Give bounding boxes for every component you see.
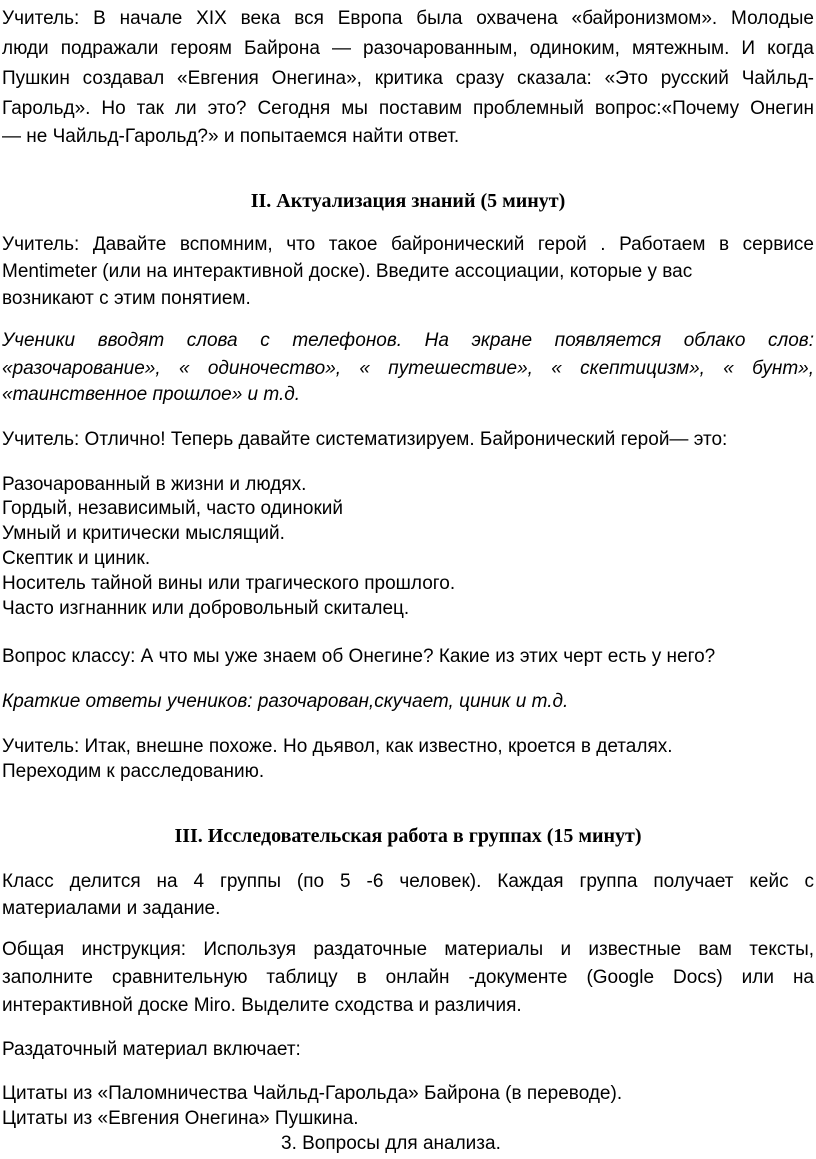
material-item: Цитаты из «Евгения Онегина» Пушкина. (2, 1108, 359, 1129)
section-heading: II. Актуализация знаний (5 минут) (250, 190, 566, 212)
students-line: «таинственное прошлое» и т.д. (2, 384, 301, 405)
material-item: 3. Вопросы для анализа. (281, 1133, 501, 1154)
trait-item: Скептик и циник. (2, 548, 151, 569)
student-answers: Краткие ответы учеников: разочарован,скучает, циник и т.д. (2, 691, 569, 712)
intro-line: — не Чайльд-Гарольд?» и попытаемся найти ответ. (2, 126, 460, 147)
trait-item: Часто изгнанник или добровольный скиталец. (2, 598, 410, 619)
intro-line: Гарольд». Но так ли это? Сегодня мы поставим проблемный вопрос:«Почему Онегин (2, 98, 814, 119)
materials-intro: Раздаточный материал включает: (2, 1039, 301, 1060)
trait-item: Умный и критически мыслящий. (2, 523, 285, 544)
intro-line: люди подражали героям Байрона — разочарованным, одиноким, мятежным. И когда (2, 38, 814, 59)
students-line: Ученики вводят слова с телефонов. На экране появляется облако слов: (2, 330, 814, 351)
instruction-line: интерактивной доске Miro. Выделите сходства и различия. (2, 995, 522, 1016)
instruction-line: Общая инструкция: Используя раздаточные материалы и известные вам тексты, (2, 939, 814, 960)
teacher-line: Учитель: Давайте вспомним, что такое байронический герой . Работаем в сервисе (2, 234, 814, 255)
teacher-line: возникают с этим понятием. (2, 288, 251, 309)
students-line: «разочарование», « одиночество», « путешествие», « скептицизм», « бунт», (2, 358, 814, 379)
teacher-line: Учитель: Итак, внешне похоже. Но дьявол, как известно, кроется в деталях. (2, 736, 673, 757)
trait-item: Разочарованный в жизни и людях. (2, 474, 307, 495)
intro-line: Учитель: В начале XIX века вся Европа была охвачена «байронизмом». Молодые (2, 8, 814, 29)
groups-line: Класс делится на 4 группы (по 5 -6 человек). Каждая группа получает кейс с (2, 871, 814, 892)
material-item: Цитаты из «Паломничества Чайльд-Гарольда» Байрона (в переводе). (2, 1083, 623, 1104)
teacher-line: Учитель: Отлично! Теперь давайте систематизируем. Байронический герой— это: (2, 429, 728, 450)
intro-line: Пушкин создавал «Евгения Онегина», критика сразу сказала: «Это русский Чайльд- (2, 68, 814, 89)
trait-item: Гордый, независимый, часто одинокий (2, 498, 344, 519)
teacher-line: Mentimeter (или на интерактивной доске). Введите ассоциации, которые у вас (2, 261, 693, 282)
groups-line: материалами и задание. (2, 898, 221, 919)
teacher-line: Переходим к расследованию. (2, 761, 265, 782)
class-question: Вопрос классу: А что мы уже знаем об Онегине? Какие из этих черт есть у него? (2, 646, 716, 667)
trait-item: Носитель тайной вины или трагического прошлого. (2, 573, 456, 594)
instruction-line: заполните сравнительную таблицу в онлайн -документе (Google Docs) или на (2, 967, 814, 988)
section-heading: III. Исследовательская работа в группах (15 минут) (174, 825, 642, 847)
